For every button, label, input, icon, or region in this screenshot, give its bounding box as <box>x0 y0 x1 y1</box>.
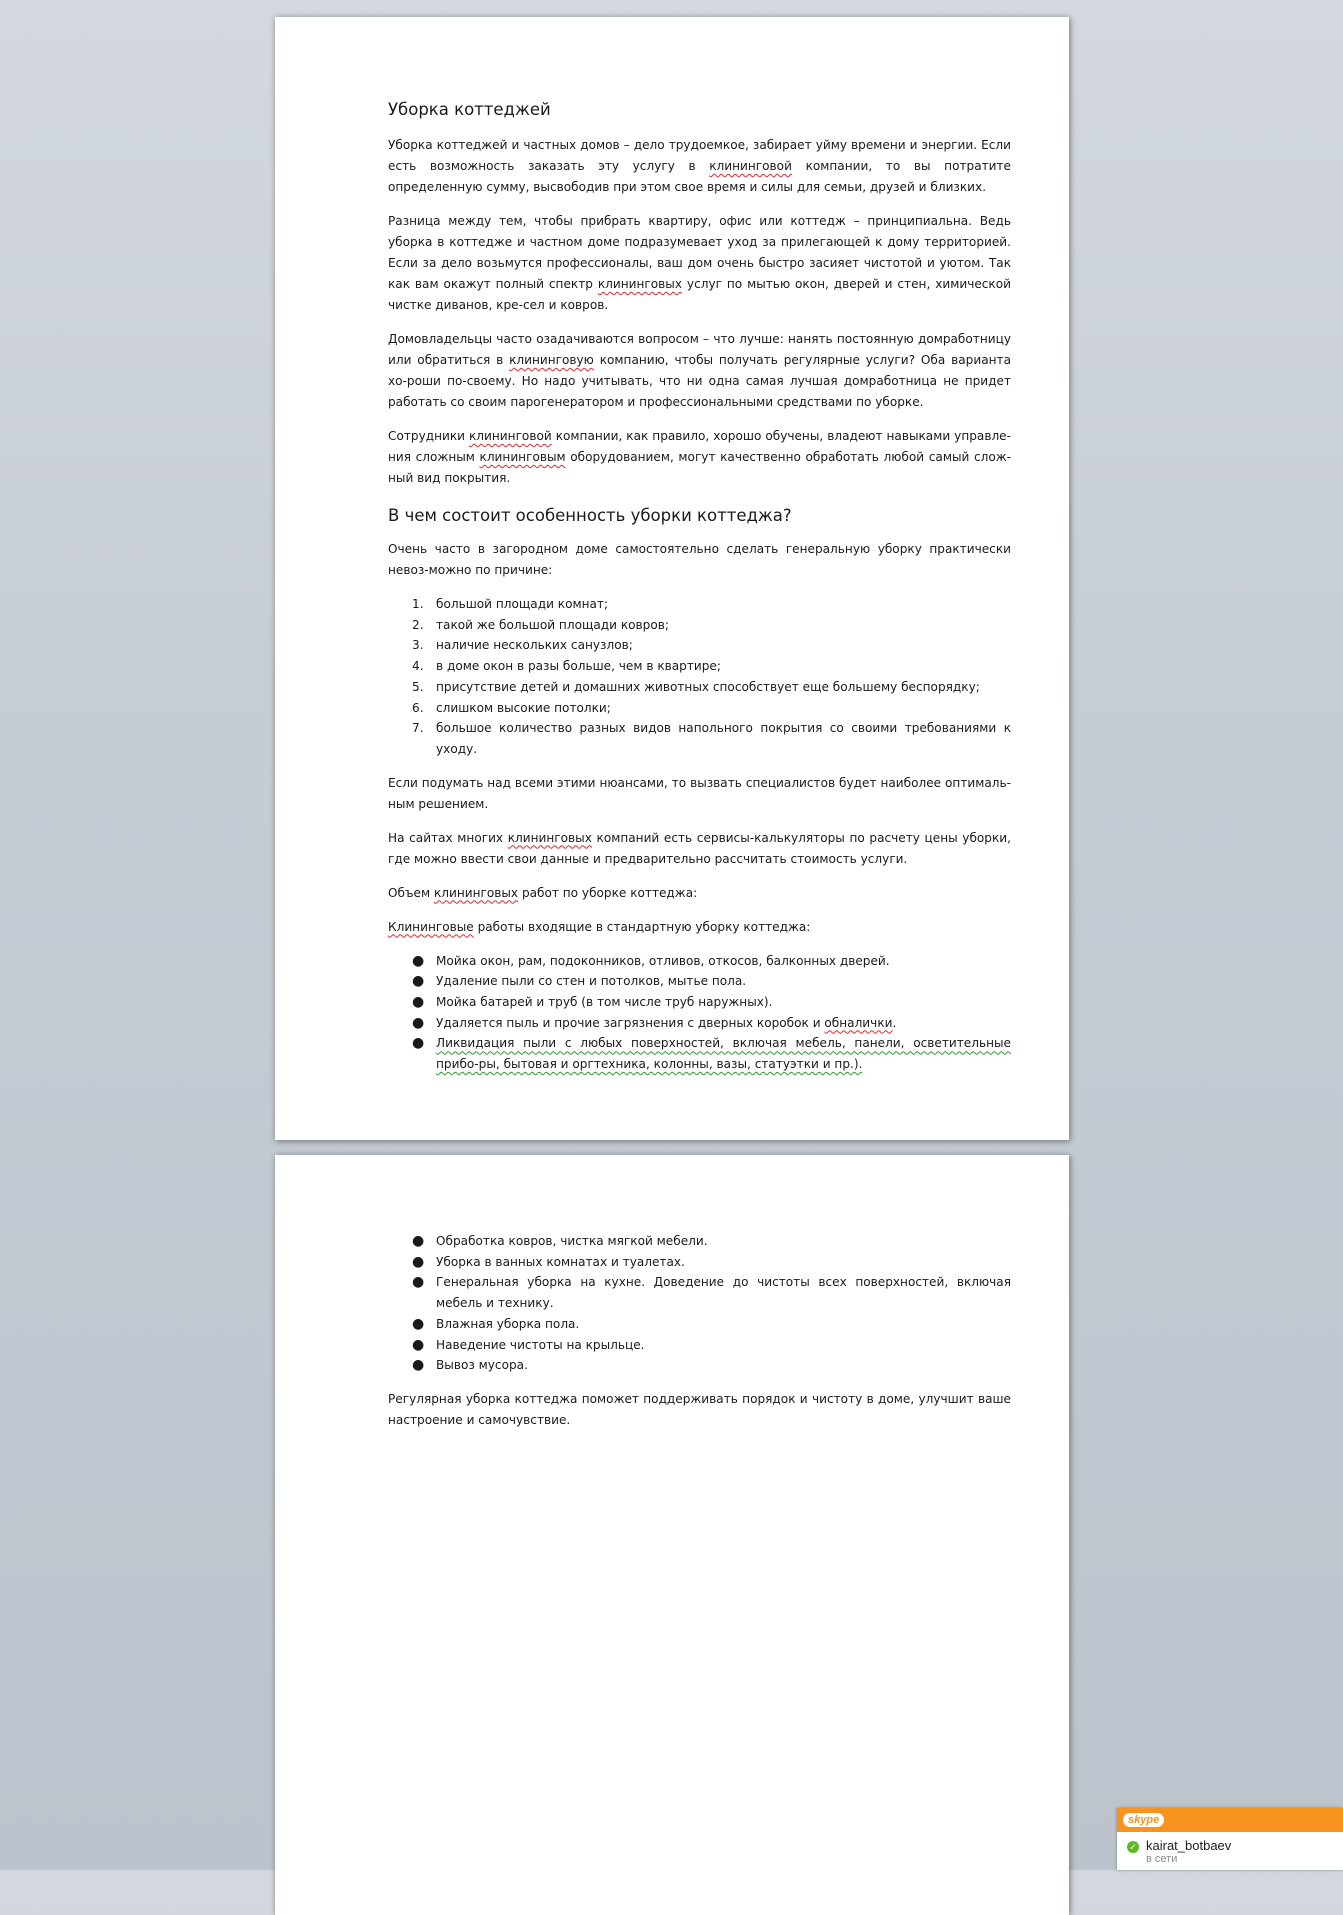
list-number: 3. <box>412 638 424 653</box>
paragraph-1: Уборка коттеджей и частных домов – дело трудоемкое, забирает уйму времени и энергии. Если есть возможность заказать эту услугу в клининговой компании, то вы потратите определенную сумму, высвободив при этом свое время и силы для семьи, друзей и близких. <box>388 138 1011 194</box>
misspelled-word: Клининговые <box>388 919 474 934</box>
paragraph-5: Очень часто в загородном доме самостоятельно сделать генеральную уборку практически невоз-можно по причине: <box>388 542 1011 577</box>
list-item: ● Влажная уборка пола. <box>388 1314 1011 1335</box>
misspelled-word: обналички <box>824 1015 893 1030</box>
closing-paragraph: Регулярная уборка коттеджа поможет поддерживать порядок и чистоту в доме, улучшит ваше настроение и самочувствие. <box>388 1391 1011 1427</box>
skype-contact[interactable] <box>1117 1832 1343 1865</box>
document-title: Уборка коттеджей <box>388 100 551 119</box>
paragraph-2: Разница между тем, чтобы прибрать квартиру, офис или коттедж – принципиальна. Ведь уборка в коттедже и частном доме подразумевает уход за прилегающей к дому территорией. Если за дело возьмутся профессионалы, ваш дом очень быстро засияет чистотой и уютом. Так как вам окажут полный спектр клининговых услуг по мытью окон, дверей и стен, химической чистке диванов, кре-сел и ковров. <box>388 214 1011 312</box>
list-item: 3. наличие нескольких санузлов; <box>388 635 1011 656</box>
bullet-icon: ● <box>412 973 425 990</box>
list-item: ● Мойка батарей и труб (в том числе труб наружных). <box>388 992 1011 1013</box>
skype-logo-icon: skype <box>1123 1813 1164 1827</box>
services-bullet-list <box>388 951 1011 1075</box>
misspelled-word: клининговых <box>433 885 519 900</box>
online-check-icon: ✓ <box>1127 1841 1139 1853</box>
bullet-icon: ● <box>412 1336 425 1353</box>
bullet-icon: ● <box>412 1233 425 1249</box>
list-item: ● Уборка в ванных комнатах и туалетах. <box>388 1252 1011 1273</box>
bullet-icon: ● <box>412 994 425 1011</box>
misspelled-word: клининговой <box>709 159 792 173</box>
grammar-flagged-text: Ликвидация пыли с любых поверхностей, включая мебель, панели, осветительные прибо-ры, бытовая и оргтехника, колонны, вазы, статуэтки и пр.). <box>436 1036 1011 1072</box>
bullet-icon: ● <box>412 1253 425 1270</box>
list-item: ● Удаляется пыль и прочие загрязнения с дверных коробок и обналички. <box>388 1013 1011 1034</box>
skype-status: в сети <box>1146 1853 1178 1865</box>
list-number: 2. <box>412 617 424 632</box>
reasons-numbered-list <box>388 594 1011 760</box>
misspelled-word: клининговую <box>509 353 594 367</box>
list-item: ● Наведение чистоты на крыльце. <box>388 1335 1011 1356</box>
bullet-icon: ● <box>412 1274 425 1291</box>
list-number: 1. <box>412 597 424 611</box>
paragraph-9: Клининговые работы входящие в стандартную уборку коттеджа: <box>388 919 811 934</box>
misspelled-word: клининговых <box>507 830 592 845</box>
bullet-icon: ● <box>412 952 425 969</box>
misspelled-word: клининговым <box>479 450 566 464</box>
list-item: ● Вывоз мусора. <box>388 1355 1011 1376</box>
list-item <box>388 1033 1011 1074</box>
document-page-2[interactable] <box>275 1155 1069 1915</box>
list-item: 2. такой же большой площади ковров; <box>388 615 1011 636</box>
list-item: 1. большой площади комнат; <box>388 594 1011 615</box>
paragraph-8: Объем клининговых работ по уборке коттеджа: <box>388 885 698 900</box>
section-heading: В чем состоит особенность уборки коттеджа? <box>388 506 792 525</box>
list-item: 5. присутствие детей и домашних животных способствует еще большему беспорядку; <box>388 677 1011 698</box>
paragraph-4: Сотрудники клининговой компании, как правило, хорошо обучены, владеют навыками управле-ния сложным клининговым оборудованием, могут качественно обработать любой самый слож-ный вид покрытия. <box>388 429 1011 485</box>
list-item: ● Генеральная уборка на кухне. Доведение до чистоты всех поверхностей, включая мебель и технику. <box>412 1274 1011 1311</box>
services-bullet-list-continued <box>388 1231 1011 1376</box>
paragraph-7: На сайтах многих клининговых компаний есть сервисы-калькуляторы по расчету цены уборки, где можно ввести свои данные и предварительно рассчитать стоимость услуги. <box>388 830 1011 866</box>
bullet-icon: ● <box>412 1035 425 1052</box>
list-item: 4. в доме окон в разы больше, чем в квартире; <box>388 656 1011 677</box>
list-item: 7. большое количество разных видов напольного покрытия со своими требованиями к уходу. <box>388 718 1011 759</box>
list-item: ● Мойка окон, рам, подоконников, отливов, откосов, балконных дверей. <box>388 951 1011 972</box>
misspelled-word: клининговой <box>469 429 552 443</box>
list-number: 4. <box>412 659 424 674</box>
misspelled-word: клининговых <box>597 277 682 291</box>
paragraph-3: Домовладельцы часто озадачиваются вопросом – что лучше: нанять постоянную домработницу или обратиться в клининговую компанию, чтобы получать регулярные услуги? Оба варианта хо-роши по-своему. Но надо учитывать, что ни одна самая лучшая домработница не придет работать со своим парогенератором и профессиональными средствами по уборке. <box>388 332 1011 409</box>
skype-header <box>1117 1808 1343 1832</box>
bullet-icon: ● <box>412 1315 425 1332</box>
list-item: ● Обработка ковров, чистка мягкой мебели. <box>388 1231 1011 1252</box>
list-number: 7. <box>412 721 424 736</box>
bullet-icon: ● <box>412 1357 425 1374</box>
list-number: 5. <box>412 679 424 694</box>
list-item: ● Удаление пыли со стен и потолков, мытье пола. <box>388 971 1011 992</box>
paragraph-6: Если подумать над всеми этими нюансами, то вызвать специалистов будет наиболее оптималь-ным решением. <box>388 775 1011 811</box>
bullet-icon: ● <box>412 1014 425 1031</box>
skype-notification[interactable] <box>1117 1808 1343 1870</box>
document-page-1[interactable] <box>275 17 1069 1140</box>
list-number: 6. <box>412 700 424 715</box>
list-item: 6. слишком высокие потолки; <box>388 698 1011 719</box>
skype-username: kairat_botbaev <box>1146 1838 1232 1853</box>
